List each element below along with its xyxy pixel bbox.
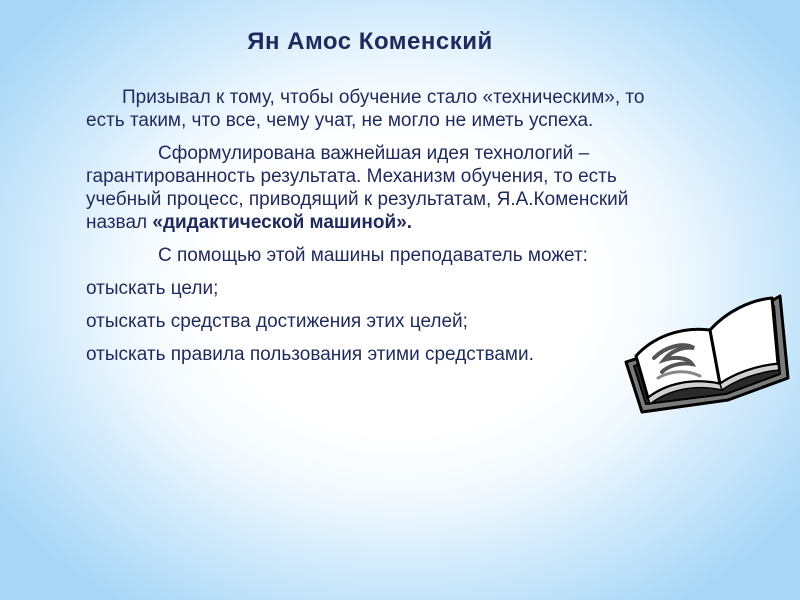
paragraph-idea-text: Сформулирована важнейшая идея технологий – гарантированность результата. Механизм обучения, то есть учебный процесс, приводящий к результатам, Я.А.Коменский назвал <box>86 143 629 233</box>
open-book-icon <box>622 286 792 416</box>
list-item: отыскать средства достижения этих целей; <box>86 311 468 332</box>
paragraph-intro: Призывал к тому, чтобы обучение стало «техническим», то есть таким, что все, чему учат, не могло не иметь успеха. <box>86 87 645 131</box>
paragraph-teacher: С помощью этой машины преподаватель может: <box>158 245 588 266</box>
paragraph-idea <box>86 142 686 234</box>
list-item: отыскать правила пользования этими средствами. <box>86 344 534 365</box>
slide-title: Ян Амос Коменский <box>247 28 493 55</box>
list-item: отыскать цели; <box>86 278 219 299</box>
slide-content <box>86 86 686 376</box>
didactic-machine-term: «дидактической машиной». <box>152 212 413 233</box>
